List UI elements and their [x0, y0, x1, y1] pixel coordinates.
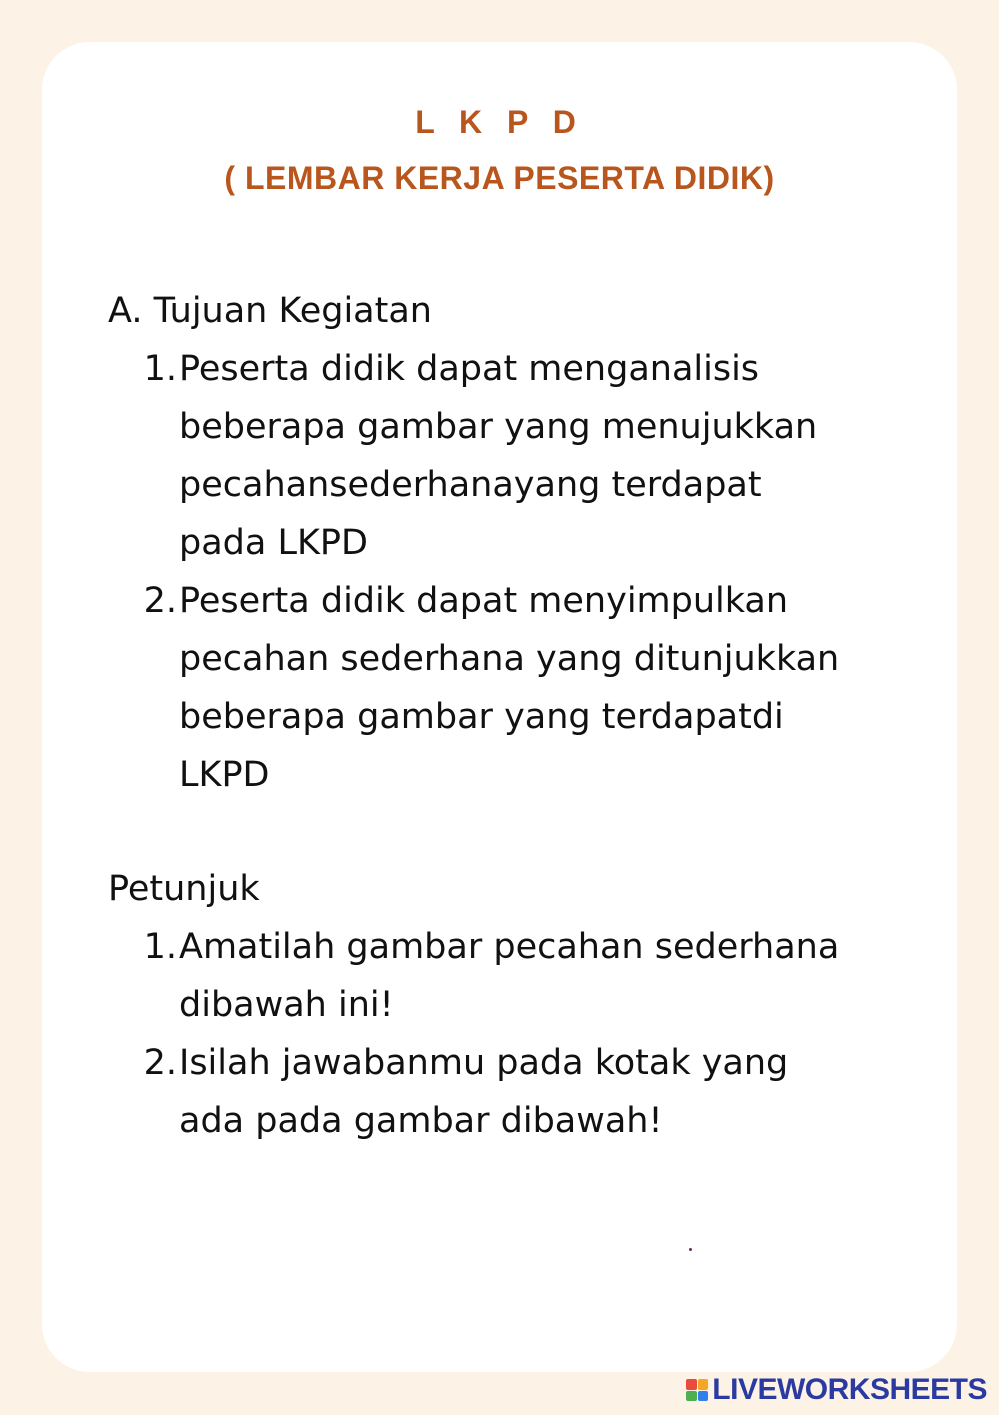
list-item-line: Amatilah gambar pecahan sederhana [179, 927, 840, 967]
page-subtitle: ( LEMBAR KERJA PESERTA DIDIK) [224, 160, 775, 196]
petunjuk-heading: Petunjuk [108, 869, 260, 909]
list-item [0, 572, 999, 804]
list-item-line: pada LKPD [179, 523, 368, 563]
list-item [0, 918, 999, 1034]
list-item-line: Peserta didik dapat menyimpulkan [179, 581, 789, 621]
list-item-number: 2. [143, 1043, 177, 1083]
list-item-line: pecahan sederhana yang ditunjukkan [179, 639, 840, 679]
list-item-line: beberapa gambar yang menujukkan [179, 407, 818, 447]
list-item-line: Peserta didik dapat menganalisis [179, 349, 760, 389]
list-item-line: ada pada gambar dibawah! [179, 1101, 663, 1141]
list-item-line: pecahansederhanayang terdapat [179, 465, 762, 505]
page-title: L K P D [415, 104, 584, 140]
list-item [0, 1034, 999, 1150]
list-item-line: LKPD [179, 755, 270, 795]
brand-name: LIVEWORKSHEETS [712, 1373, 987, 1406]
section-a-heading: A. Tujuan Kegiatan [108, 291, 432, 331]
stray-dot [689, 1248, 692, 1251]
list-item-number: 2. [143, 581, 177, 621]
list-item-line: dibawah ini! [179, 985, 394, 1025]
tujuan-list [0, 340, 999, 804]
brand-footer[interactable] [686, 1373, 987, 1407]
list-item [0, 340, 999, 572]
petunjuk-list [0, 918, 999, 1150]
list-item-line: beberapa gambar yang terdapatdi [179, 697, 784, 737]
liveworksheets-logo-icon [686, 1379, 708, 1401]
list-item-line: Isilah jawabanmu pada kotak yang [179, 1043, 789, 1083]
list-item-number: 1. [143, 927, 177, 967]
list-item-number: 1. [143, 349, 177, 389]
